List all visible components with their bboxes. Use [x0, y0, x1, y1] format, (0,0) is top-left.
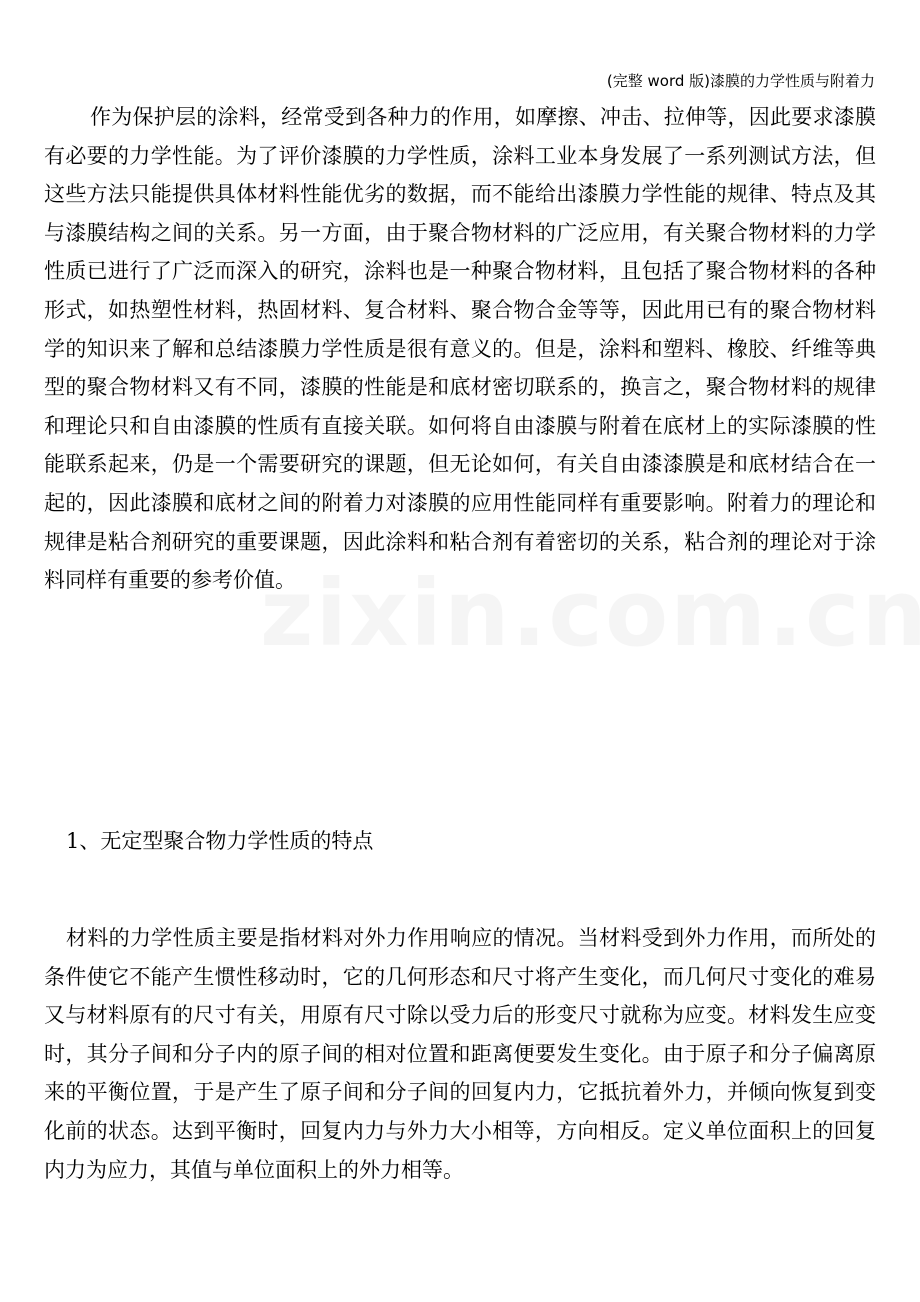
running-header-title: (完整 word 版)漆膜的力学性质与附着力 — [606, 72, 875, 90]
section-heading: 1、无定型聚合物力学性质的特点 — [66, 829, 374, 853]
intro-paragraph: 作为保护层的涂料，经常受到各种力的作用，如摩擦、冲击、拉伸等，因此要求漆膜有必要的力学性能。为了评价漆膜的力学性质，涂料工业本身发展了一系列测试方法，但这些方法只能提供具体材料性能优劣的数据，而不能给出漆膜力学性能的规律、特点及其与漆膜结构之间的关系。另一方面，由于聚合物材料的广泛应用，有关聚合物材料的力学性质已进行了广泛而深入的研究，涂料也是一种聚合物材料，且包括了聚合物材料的各种形式，如热塑性材料，热固材料、复合材料、聚合物合金等等，因此用已有的聚合物材料学的知识来了解和总结漆膜力学性质是很有意义的。但是，涂料和塑料、橡胶、纤维等典型的聚合物材料又有不同，漆膜的性能是和底材密切联系的，换言之，聚合物材料的规律和理论只和自由漆膜的性质有直接关联。如何将自由漆膜与附着在底材上的实际漆膜的性能联系起来，仍是一个需要研究的课题，但无论如何，有关自由漆漆膜是和底材结合在一起的，因此漆膜和底材之间的附着力对漆膜的应用性能同样有重要影响。附着力的理论和规律是粘合剂研究的重要课题，因此涂料和粘合剂有着密切的关系，粘合剂的理论对于涂料同样有重要的参考价值。 — [44, 105, 876, 593]
section-paragraph: 材料的力学性质主要是指材料对外力作用响应的情况。当材料受到外力作用，而所处的条件使它不能产生惯性移动时，它的几何形态和尺寸将产生变化，而几何尺寸变化的难易又与材料原有的尺寸有关，用原有尺寸除以受力后的形变尺寸就称为应变。材料发生应变时，其分子间和分子内的原子间的相对位置和距离便要发生变化。由于原子和分子偏离原来的平衡位置，于是产生了原子间和分子间的回复内力，它抵抗着外力，并倾向恢复到变化前的状态。达到平衡时，回复内力与外力大小相等，方向相反。定义单位面积上的回复内力为应力，其值与单位面积上的外力相等。 — [44, 926, 876, 1182]
